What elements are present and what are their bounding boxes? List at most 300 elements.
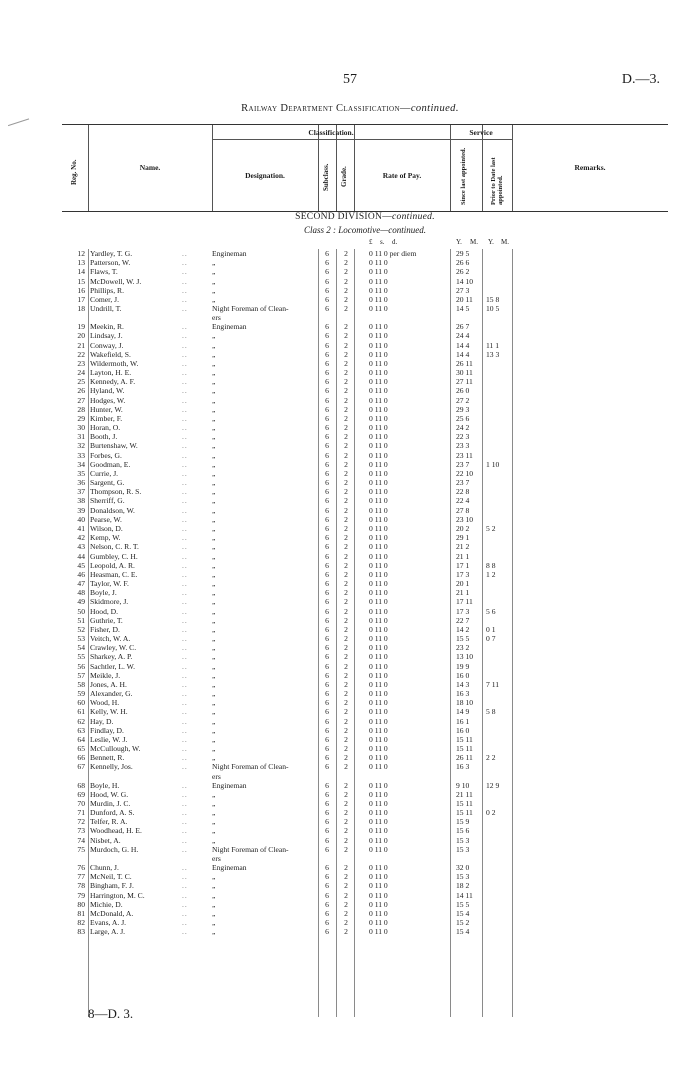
subclass-cell: 6 [325, 423, 329, 433]
table-row [62, 927, 668, 936]
reg-no-cell: 79 [77, 890, 85, 900]
prior-cell: 7 11 [486, 679, 500, 689]
reg-no-cell: 27 [77, 395, 85, 405]
table-row [62, 689, 668, 698]
name-cell: Fisher, D. [90, 624, 120, 634]
rate-cell: 0 11 0 [369, 789, 388, 799]
reg-no-cell: 58 [77, 679, 85, 689]
rate-cell: 0 11 0 [369, 523, 388, 533]
name-cell: Donaldson, W. [90, 505, 135, 515]
leader-dots: .. [182, 249, 188, 258]
reg-no-cell: 20 [77, 331, 85, 341]
name-cell: Kennelly, Jos. [90, 762, 133, 772]
name-cell: Hyland, W. [90, 386, 125, 396]
designation-cell: „ [212, 789, 216, 799]
designation-cell: Night Foreman of Clean- [212, 304, 289, 314]
name-cell: Kelly, W. H. [90, 707, 128, 717]
leader-dots: .. [182, 505, 188, 515]
table-row [62, 386, 668, 395]
rate-cell: 0 11 0 [369, 368, 388, 378]
rate-cell: 0 11 0 [369, 643, 388, 653]
name-cell: Currie, J. [90, 468, 119, 478]
reg-no-cell: 63 [77, 725, 85, 735]
grade-cell: 2 [344, 606, 348, 616]
leader-dots: .. [182, 707, 188, 717]
subclass-cell: 6 [325, 780, 329, 790]
unit-prior-months: M. [501, 238, 509, 246]
since-last-cell: 14 10 [456, 276, 474, 286]
table-row [62, 762, 668, 781]
table-row [62, 249, 668, 258]
name-cell: Hunter, W. [90, 404, 123, 414]
name-cell: Sachtler, L. W. [90, 661, 136, 671]
reg-no-cell: 19 [77, 322, 85, 332]
col-remarks: Remarks. [574, 163, 606, 172]
name-cell: Wood, H. [90, 698, 120, 708]
reg-no-cell: 26 [77, 386, 85, 396]
grade-cell: 2 [344, 542, 348, 552]
name-cell: Booth, J. [90, 432, 118, 442]
reg-no-cell: 55 [77, 652, 85, 662]
grade-cell: 2 [344, 459, 348, 469]
rate-cell: 0 11 0 [369, 588, 388, 598]
reg-no-cell: 36 [77, 478, 85, 488]
subclass-cell: 6 [325, 624, 329, 634]
reg-no-cell: 29 [77, 413, 85, 423]
name-cell: Nisbet, A. [90, 835, 121, 845]
designation-cell: „ [212, 872, 216, 882]
grade-cell: 2 [344, 579, 348, 589]
subclass-cell: 6 [325, 588, 329, 598]
reg-no-cell: 66 [77, 753, 85, 763]
subclass-cell: 6 [325, 304, 329, 314]
since-last-cell: 21 11 [456, 789, 473, 799]
designation-cell: „ [212, 661, 216, 671]
grade-cell: 2 [344, 551, 348, 561]
reg-no-cell: 18 [77, 304, 85, 314]
subclass-cell: 6 [325, 890, 329, 900]
designation-cell: „ [212, 899, 216, 909]
leader-dots: .. [182, 579, 188, 589]
leader-dots: .. [182, 780, 188, 790]
name-cell: Hood, W. G. [90, 789, 129, 799]
table-row [62, 396, 668, 405]
unit-years: Y. [456, 238, 462, 246]
subclass-cell: 6 [325, 725, 329, 735]
table-row [62, 588, 668, 597]
reg-no-cell: 83 [77, 927, 85, 937]
leader-dots: .. [182, 478, 188, 488]
rate-cell: 0 11 0 [369, 826, 388, 836]
subclass-cell: 6 [325, 826, 329, 836]
reg-no-cell: 34 [77, 459, 85, 469]
reg-no-cell: 47 [77, 579, 85, 589]
since-last-cell: 21 1 [456, 551, 470, 561]
reg-no-cell: 81 [77, 908, 85, 918]
subclass-cell: 6 [325, 505, 329, 515]
table-row [62, 744, 668, 753]
grade-cell: 2 [344, 698, 348, 708]
since-last-cell: 14 11 [456, 890, 473, 900]
grade-cell: 2 [344, 652, 348, 662]
subclass-cell: 6 [325, 744, 329, 754]
grade-cell: 2 [344, 734, 348, 744]
table-row [62, 359, 668, 368]
grade-cell: 2 [344, 753, 348, 763]
table-row [62, 506, 668, 515]
col-reg-no: Reg. No. [70, 159, 78, 185]
grade-cell: 2 [344, 533, 348, 543]
unit-shilling: s. [380, 238, 385, 246]
table-row [62, 277, 668, 286]
rate-cell: 0 11 0 [369, 899, 388, 909]
section-heading [62, 212, 668, 222]
grade-cell: 2 [344, 368, 348, 378]
reg-no-cell: 44 [77, 551, 85, 561]
subclass-cell: 6 [325, 560, 329, 570]
leader-dots: .. [182, 377, 188, 387]
designation-cell: „ [212, 258, 216, 268]
name-cell: Telfer, R. A. [90, 817, 128, 827]
since-last-cell: 15 11 [456, 808, 473, 818]
designation-cell: „ [212, 817, 216, 827]
designation-continuation: ers [212, 313, 221, 323]
name-cell: Sargent, G. [90, 478, 125, 488]
header-divider [450, 139, 512, 140]
reg-no-cell: 64 [77, 734, 85, 744]
name-cell: Forbes, G. [90, 450, 122, 460]
designation-cell: „ [212, 432, 216, 442]
name-cell: Meekin, R. [90, 322, 124, 332]
reg-no-cell: 69 [77, 789, 85, 799]
rate-cell: 0 11 0 [369, 459, 388, 469]
prior-cell: 10 5 [486, 304, 500, 314]
leader-dots: .. [182, 725, 188, 735]
rate-cell: 0 11 0 [369, 349, 388, 359]
name-cell: McDowell, W. J. [90, 276, 142, 286]
name-cell: Boyle, H. [90, 780, 120, 790]
subclass-cell: 6 [325, 459, 329, 469]
subclass-cell: 6 [325, 615, 329, 625]
subclass-cell: 6 [325, 432, 329, 442]
prior-cell: 2 2 [486, 753, 496, 763]
leader-dots: .. [182, 322, 188, 332]
table-row [62, 616, 668, 625]
grade-cell: 2 [344, 826, 348, 836]
table-row [62, 671, 668, 680]
name-cell: Nelson, C. R. T. [90, 542, 139, 552]
rate-cell: 0 11 0 [369, 716, 388, 726]
table-row [62, 726, 668, 735]
unit-prior-years: Y. [488, 238, 494, 246]
subclass-cell: 6 [325, 863, 329, 872]
rate-cell: 0 11 0 [369, 285, 388, 295]
grade-cell: 2 [344, 927, 348, 937]
rate-cell: 0 11 0 [369, 533, 388, 543]
header-divider [318, 125, 319, 211]
footer-reference: 8—D. 3. [88, 1006, 134, 1021]
since-last-cell: 29 1 [456, 533, 470, 543]
table-row [62, 515, 668, 524]
prior-cell: 11 1 [486, 340, 500, 350]
leader-dots: .. [182, 606, 188, 616]
leader-dots: .. [182, 826, 188, 836]
reg-no-cell: 77 [77, 872, 85, 882]
since-last-cell: 26 0 [456, 386, 470, 396]
reg-no-cell: 23 [77, 358, 85, 368]
rate-cell: 0 11 0 [369, 569, 388, 579]
name-cell: Alexander, G. [90, 689, 133, 699]
since-last-cell: 16 0 [456, 670, 470, 680]
grade-cell: 2 [344, 294, 348, 304]
grade-cell: 2 [344, 514, 348, 524]
table-row [62, 662, 668, 671]
since-last-cell: 14 2 [456, 624, 470, 634]
since-last-cell: 20 1 [456, 579, 470, 589]
table-row [62, 891, 668, 900]
reg-no-cell: 31 [77, 432, 85, 442]
rate-cell: 0 11 0 [369, 542, 388, 552]
grade-cell: 2 [344, 468, 348, 478]
leader-dots: .. [182, 395, 188, 405]
reg-no-cell: 40 [77, 514, 85, 524]
name-cell: Boyle, J. [90, 588, 117, 598]
since-last-cell: 19 9 [456, 661, 470, 671]
subclass-cell: 6 [325, 496, 329, 506]
leader-dots: .. [182, 523, 188, 533]
since-last-cell: 20 2 [456, 523, 470, 533]
subclass-cell: 6 [325, 377, 329, 387]
since-last-cell: 9 10 [456, 780, 470, 790]
unit-pence: d. [392, 238, 398, 246]
rate-cell: 0 11 0 [369, 863, 388, 872]
subclass-cell: 6 [325, 634, 329, 644]
rate-cell: 0 11 0 [369, 395, 388, 405]
subclass-cell: 6 [325, 652, 329, 662]
subclass-cell: 6 [325, 395, 329, 405]
subclass-cell: 6 [325, 643, 329, 653]
reg-no-cell: 39 [77, 505, 85, 515]
reg-no-cell: 74 [77, 835, 85, 845]
designation-cell: „ [212, 533, 216, 543]
leader-dots: .. [182, 615, 188, 625]
table-row [62, 368, 668, 377]
rate-cell: 0 11 0 [369, 872, 388, 882]
since-last-cell: 17 1 [456, 560, 470, 570]
leader-dots: .. [182, 349, 188, 359]
table-row [62, 331, 668, 340]
designation-cell: „ [212, 927, 216, 937]
designation-cell: „ [212, 276, 216, 286]
col-service: Service [469, 128, 493, 137]
designation-cell: Engineman [212, 322, 247, 332]
grade-cell: 2 [344, 588, 348, 598]
subclass-cell: 6 [325, 808, 329, 818]
reg-no-cell: 30 [77, 423, 85, 433]
designation-cell: „ [212, 368, 216, 378]
reg-no-cell: 71 [77, 808, 85, 818]
leader-dots: .. [182, 716, 188, 726]
subclass-cell: 6 [325, 478, 329, 488]
designation-cell: „ [212, 798, 216, 808]
rate-cell: 0 11 0 [369, 331, 388, 341]
subclass-cell: 6 [325, 276, 329, 286]
rate-cell: 0 11 0 [369, 661, 388, 671]
table-row [62, 900, 668, 909]
rate-cell: 0 11 0 [369, 276, 388, 286]
since-last-cell: 15 2 [456, 918, 470, 928]
designation-cell: „ [212, 505, 216, 515]
designation-cell: „ [212, 918, 216, 928]
subclass-cell: 6 [325, 404, 329, 414]
rate-cell: 0 11 0 [369, 707, 388, 717]
grade-cell: 2 [344, 817, 348, 827]
name-cell: Comer, J. [90, 294, 120, 304]
grade-cell: 2 [344, 725, 348, 735]
designation-cell: „ [212, 569, 216, 579]
class-heading: Class 2 : Locomotive—continued. [304, 225, 426, 235]
grade-cell: 2 [344, 624, 348, 634]
page-title-main: Railway Department Classification— [241, 103, 411, 114]
leader-dots: .. [182, 423, 188, 433]
grade-cell: 2 [344, 478, 348, 488]
rate-cell: 0 11 0 [369, 606, 388, 616]
leader-dots: .. [182, 872, 188, 882]
table-row [62, 872, 668, 881]
reg-no-cell: 68 [77, 780, 85, 790]
table-row [62, 377, 668, 386]
table-row [62, 286, 668, 295]
subclass-cell: 6 [325, 569, 329, 579]
designation-cell: „ [212, 725, 216, 735]
grade-cell: 2 [344, 450, 348, 460]
header-divider [482, 125, 483, 211]
grade-cell: 2 [344, 872, 348, 882]
table-row [62, 826, 668, 835]
designation-cell: „ [212, 423, 216, 433]
grade-cell: 2 [344, 634, 348, 644]
rate-cell: 0 11 0 [369, 304, 388, 314]
rate-cell: 0 11 0 [369, 652, 388, 662]
header-divider [336, 125, 337, 211]
designation-cell: „ [212, 881, 216, 891]
leader-dots: .. [182, 285, 188, 295]
grade-cell: 2 [344, 744, 348, 754]
reg-no-cell: 48 [77, 588, 85, 598]
name-cell: Conway, J. [90, 340, 124, 350]
col-subclass: Subclass. [322, 163, 330, 191]
leader-dots: .. [182, 734, 188, 744]
leader-dots: .. [182, 863, 188, 872]
designation-cell: „ [212, 542, 216, 552]
rate-cell: 0 11 0 [369, 881, 388, 891]
table-row [62, 478, 668, 487]
designation-cell: „ [212, 395, 216, 405]
leader-dots: .. [182, 514, 188, 524]
grade-cell: 2 [344, 679, 348, 689]
subclass-cell: 6 [325, 872, 329, 882]
reg-no-cell: 42 [77, 533, 85, 543]
subclass-cell: 6 [325, 331, 329, 341]
subclass-cell: 6 [325, 707, 329, 717]
since-last-cell: 22 10 [456, 468, 474, 478]
grade-cell: 2 [344, 487, 348, 497]
designation-cell: „ [212, 340, 216, 350]
leader-dots: .. [182, 441, 188, 451]
since-last-cell: 26 7 [456, 322, 470, 332]
subclass-cell: 6 [325, 661, 329, 671]
prior-cell: 8 8 [486, 560, 496, 570]
leader-dots: .. [182, 798, 188, 808]
table-row [62, 322, 668, 331]
designation-cell: „ [212, 478, 216, 488]
grade-cell: 2 [344, 670, 348, 680]
leader-dots: .. [182, 698, 188, 708]
prior-cell: 5 2 [486, 523, 496, 533]
since-last-cell: 18 2 [456, 881, 470, 891]
page-number: 57 [343, 72, 357, 87]
name-cell: Heasman, C. E. [90, 569, 138, 579]
since-last-cell: 16 0 [456, 725, 470, 735]
table-row [62, 717, 668, 726]
name-cell: Dunford, A. S. [90, 808, 135, 818]
since-last-cell: 17 11 [456, 597, 473, 607]
subclass-cell: 6 [325, 285, 329, 295]
designation-cell: „ [212, 267, 216, 277]
rate-cell: 0 11 0 [369, 377, 388, 387]
name-cell: Yardley, T. G. [90, 249, 133, 258]
leader-dots: .. [182, 844, 188, 854]
table-row [62, 267, 668, 276]
rate-cell: 0 11 0 [369, 835, 388, 845]
name-cell: Harrington, M. C. [90, 890, 145, 900]
subclass-cell: 6 [325, 358, 329, 368]
grade-cell: 2 [344, 441, 348, 451]
designation-cell: „ [212, 698, 216, 708]
designation-cell: „ [212, 514, 216, 524]
rate-cell: 0 11 0 [369, 358, 388, 368]
reg-no-cell: 45 [77, 560, 85, 570]
units-row [62, 238, 668, 249]
subclass-cell: 6 [325, 918, 329, 928]
leader-dots: .. [182, 689, 188, 699]
name-cell: Woodhead, H. E. [90, 826, 142, 836]
since-last-cell: 32 0 [456, 863, 470, 872]
rate-cell: 0 11 0 [369, 450, 388, 460]
since-last-cell: 16 1 [456, 716, 470, 726]
designation-cell: „ [212, 634, 216, 644]
rate-cell: 0 11 0 [369, 762, 388, 772]
name-cell: Crawley, W. C. [90, 643, 137, 653]
leader-dots: .. [182, 368, 188, 378]
table-row [62, 469, 668, 478]
prior-cell: 0 2 [486, 808, 496, 818]
designation-cell: „ [212, 652, 216, 662]
reg-no-cell: 22 [77, 349, 85, 359]
since-last-cell: 15 11 [456, 734, 473, 744]
subclass-cell: 6 [325, 698, 329, 708]
grade-cell: 2 [344, 780, 348, 790]
rate-cell: 0 11 0 [369, 670, 388, 680]
designation-cell: „ [212, 808, 216, 818]
grade-cell: 2 [344, 789, 348, 799]
table-row [62, 460, 668, 469]
rate-cell: 0 11 0 [369, 478, 388, 488]
since-last-cell: 15 3 [456, 872, 470, 882]
table-row [62, 790, 668, 799]
since-last-cell: 26 6 [456, 258, 470, 268]
reg-no-cell: 21 [77, 340, 85, 350]
